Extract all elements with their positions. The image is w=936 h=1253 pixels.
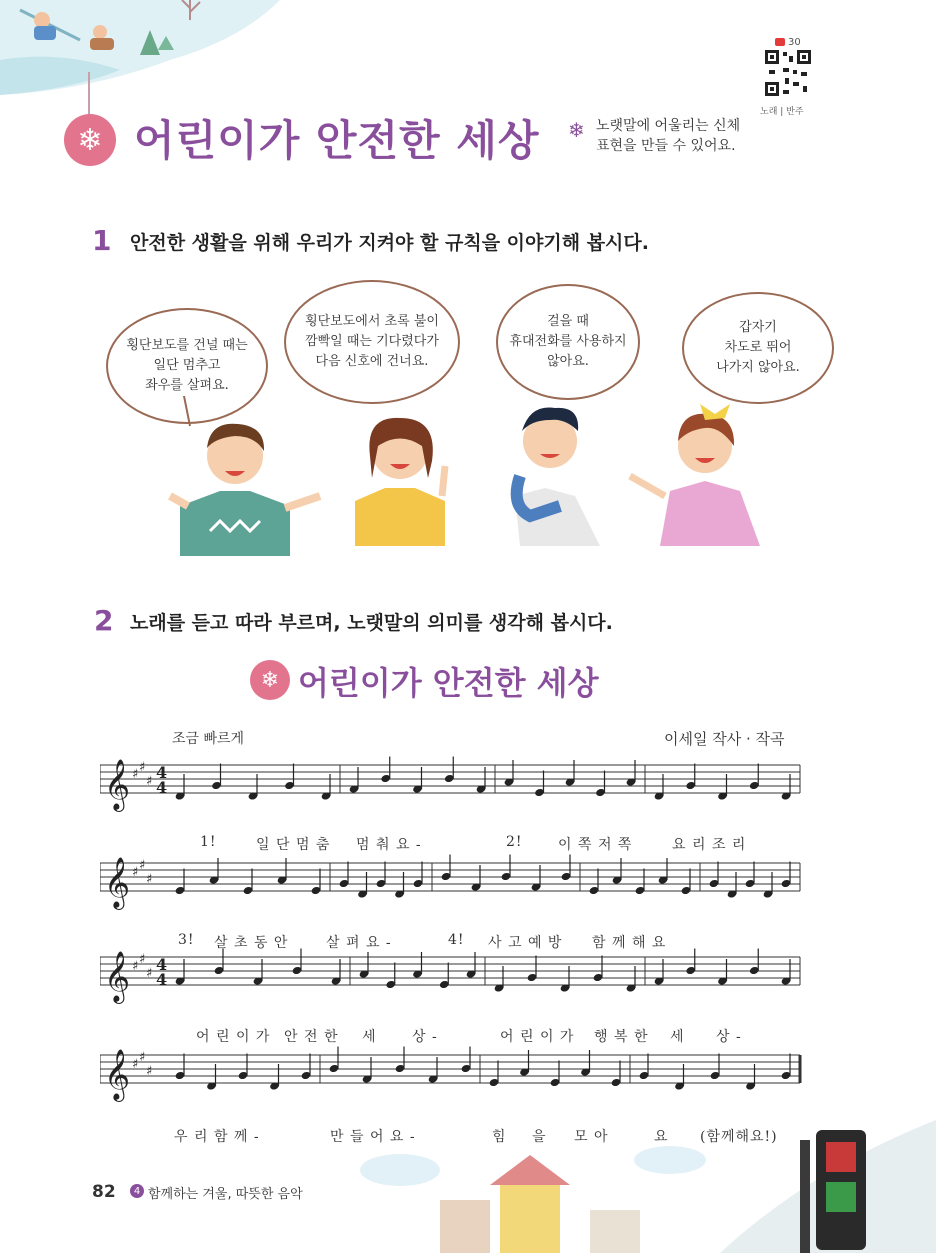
sharp-icon: ♯	[139, 1050, 146, 1065]
learning-goal: 노랫말에 어울리는 신체 표현을 만들 수 있어요.	[596, 118, 741, 154]
sharp-icon: ♯	[139, 858, 146, 873]
treble-clef-icon: 𝄞	[104, 1049, 131, 1100]
sharp-icon: ♯	[146, 1064, 153, 1079]
unit-title: 함께하는 겨울, 따뜻한 음악	[148, 1187, 303, 1202]
child-girl-pink	[630, 404, 760, 546]
sharp-icon: ♯	[146, 872, 153, 887]
time-signature-denominator: 4	[156, 970, 168, 989]
video-play-icon	[775, 38, 785, 46]
lyric-word: 살 펴 요 -	[326, 935, 392, 951]
lyric-word: 요 리 조 리	[672, 837, 747, 853]
lyric-word: 어 린 이 가	[196, 1029, 271, 1045]
music-score	[100, 755, 810, 1145]
lyric-word: 살 초 동 안	[214, 935, 289, 951]
lyric-word: 요	[654, 1129, 669, 1145]
qr-number: 30	[788, 37, 801, 48]
lyric-word: (함께해요!)	[700, 1129, 778, 1145]
page-title: 어린이가 안전한 세상	[134, 116, 540, 165]
goal-snowflake-icon: ❄	[568, 118, 585, 142]
lyric-word: 멈 춰 요 -	[356, 837, 422, 853]
lyric-word: 상 -	[412, 1029, 438, 1045]
lyric-word: 을	[532, 1129, 547, 1145]
treble-clef-icon: 𝄞	[104, 951, 131, 1002]
song-title: 어린이가 안전한 세상	[298, 664, 599, 702]
children-illustration	[160, 396, 800, 556]
lyric-word: 안 전 한	[284, 1029, 339, 1045]
sharp-icon: ♯	[146, 966, 153, 981]
snowflake-icon: ❄	[64, 114, 116, 166]
lyric-word: 이 쪽 저 쪽	[558, 837, 633, 853]
treble-clef-icon: 𝄞	[104, 759, 131, 810]
sharp-icon: ♯	[132, 959, 139, 974]
tempo-marking: 조금 빠르게	[172, 731, 245, 747]
winter-sled-illustration	[0, 0, 300, 110]
section-instruction: 노래를 듣고 따라 부르며, 노랫말의 의미를 생각해 봅시다.	[130, 612, 613, 634]
lyric-word: 만 들 어 요 -	[330, 1129, 416, 1145]
sharp-icon: ♯	[139, 952, 146, 967]
lyric-word: 어 린 이 가	[500, 1029, 575, 1045]
speech-bubble: 갑자기 차도로 뛰어 나가지 않아요.	[682, 292, 834, 404]
child-boy-blue	[515, 407, 600, 546]
composer-credit: 이세일 작사 · 작곡	[664, 730, 785, 748]
speech-bubble: 횡단보도를 건널 때는 일단 멈추고 좌우를 살펴요.	[106, 308, 268, 424]
child-boy-green	[170, 424, 320, 556]
lyric-word: 행 복 한	[594, 1029, 649, 1045]
sharp-icon: ♯	[139, 760, 146, 775]
time-signature-denominator: 4	[156, 778, 168, 797]
child-girl-yellow	[355, 418, 445, 546]
lyric-word: 힘	[492, 1129, 507, 1145]
lyric-word: 3!	[178, 932, 195, 948]
lyric-word: 일 단 멈 춤	[256, 837, 331, 853]
lyric-word: 사 고 예 방	[488, 935, 563, 951]
qr-code[interactable]	[763, 48, 813, 98]
lyric-word: 4!	[448, 932, 465, 948]
lyric-word: 함 께 해 요	[592, 935, 667, 951]
snowflake-icon: ❄	[250, 660, 290, 700]
tag-string	[88, 72, 90, 116]
lyric-word: 상 -	[716, 1029, 742, 1045]
sharp-icon: ♯	[132, 865, 139, 880]
lyric-word: 모 아	[574, 1129, 609, 1145]
lyric-word: 1!	[200, 834, 217, 850]
qr-caption: 노래 | 반주	[760, 107, 804, 117]
section-number: 1	[92, 224, 112, 257]
section-instruction: 안전한 생활을 위해 우리가 지켜야 할 규칙을 이야기해 봅시다.	[130, 232, 649, 254]
section-number: 2	[94, 604, 114, 637]
lyric-word: 세	[362, 1029, 377, 1045]
treble-clef-icon: 𝄞	[104, 857, 131, 908]
speech-bubble: 횡단보도에서 초록 불이 깜빡일 때는 기다렸다가 다음 신호에 건너요.	[284, 280, 460, 404]
speech-bubble: 걸을 때 휴대전화를 사용하지 않아요.	[496, 284, 640, 400]
sharp-icon: ♯	[146, 774, 153, 789]
unit-number-badge: 4	[130, 1184, 144, 1198]
town-illustration	[340, 1110, 936, 1253]
lyric-word: 세	[670, 1029, 685, 1045]
lyric-word: 2!	[506, 834, 523, 850]
time-signature-numerator: 4	[156, 955, 168, 974]
sharp-icon: ♯	[132, 1057, 139, 1072]
lyric-word: 우 리 함 께 -	[174, 1129, 260, 1145]
page-number: 82	[92, 1182, 116, 1202]
time-signature-numerator: 4	[156, 763, 168, 782]
sharp-icon: ♯	[132, 767, 139, 782]
